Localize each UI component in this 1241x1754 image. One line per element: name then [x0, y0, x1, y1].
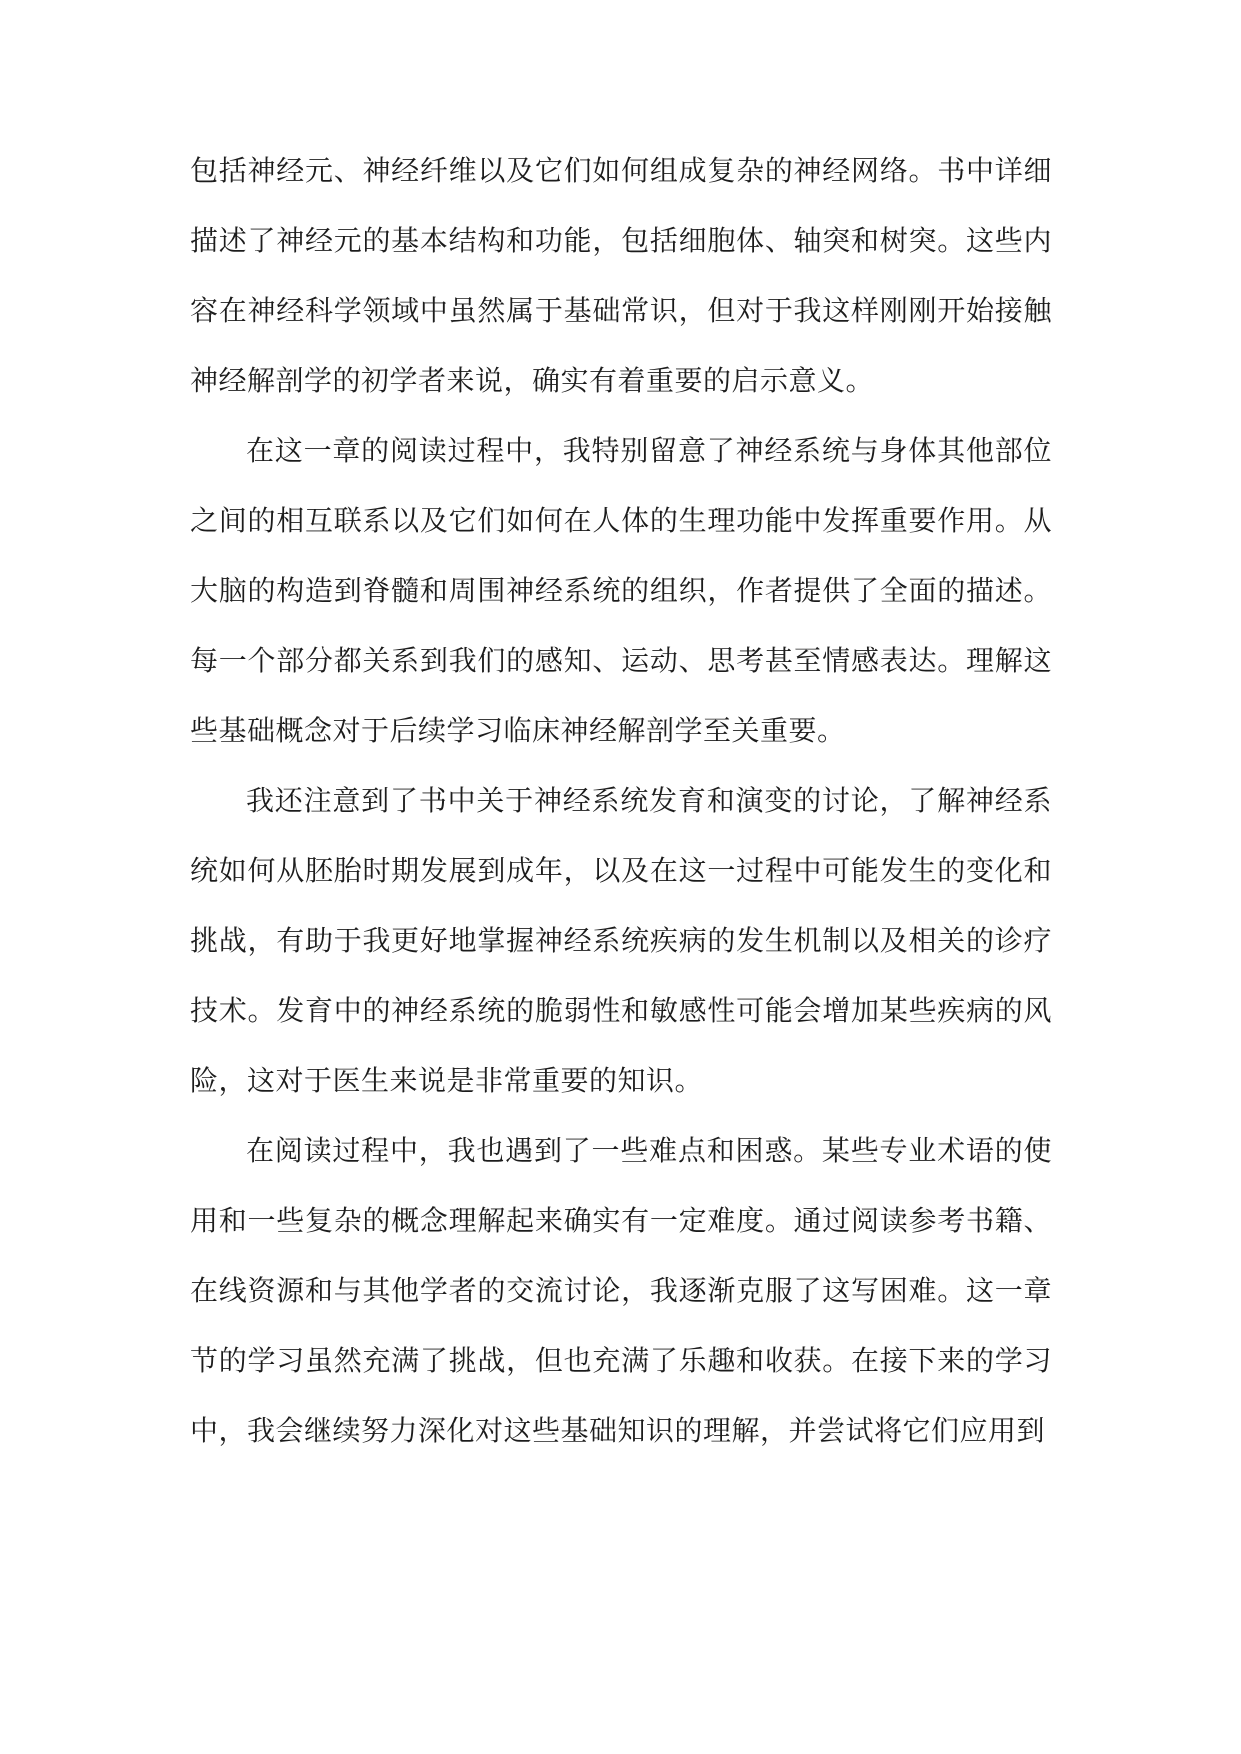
paragraph-nervous-system-connections: 在这一章的阅读过程中，我特别留意了神经系统与身体其他部位之间的相互联系以及它们如何在人体的生理功能中发挥重要作用。从大脑的构造到脊髓和周围神经系统的组织，作者提供了全面的描述。每一个部分都关系到我们的感知、运动、思考甚至情感表达。理解这些基础概念对于后续学习临床神经解剖学至关重要。	[190, 434, 1052, 747]
paragraph-difficulties: 在阅读过程中，我也遇到了一些难点和困惑。某些专业术语的使用和一些复杂的概念理解起来确实有一定难度。通过阅读参考书籍、在线资源和与其他学者的交流讨论，我逐渐克服了这写困难。这一章节的学习虽然充满了挑战，但也充满了乐趣和收获。在接下来的学习中，我会继续努力深化对这些基础知识的理解，并尝试将它们应用到	[190, 1134, 1052, 1447]
paragraph-continuation: 包括神经元、神经纤维以及它们如何组成复杂的神经网络。书中详细描述了神经元的基本结构和功能，包括细胞体、轴突和树突。这些内容在神经科学领域中虽然属于基础常识，但对于我这样刚刚开始接触神经解剖学的初学者来说，确实有着重要的启示意义。	[190, 154, 1052, 397]
paragraph-development: 我还注意到了书中关于神经系统发育和演变的讨论，了解神经系统如何从胚胎时期发展到成年，以及在这一过程中可能发生的变化和挑战，有助于我更好地掌握神经系统疾病的发生机制以及相关的诊疗技术。发育中的神经系统的脆弱性和敏感性可能会增加某些疾病的风险，这对于医生来说是非常重要的知识。	[190, 784, 1052, 1097]
body-text	[190, 136, 1052, 1466]
